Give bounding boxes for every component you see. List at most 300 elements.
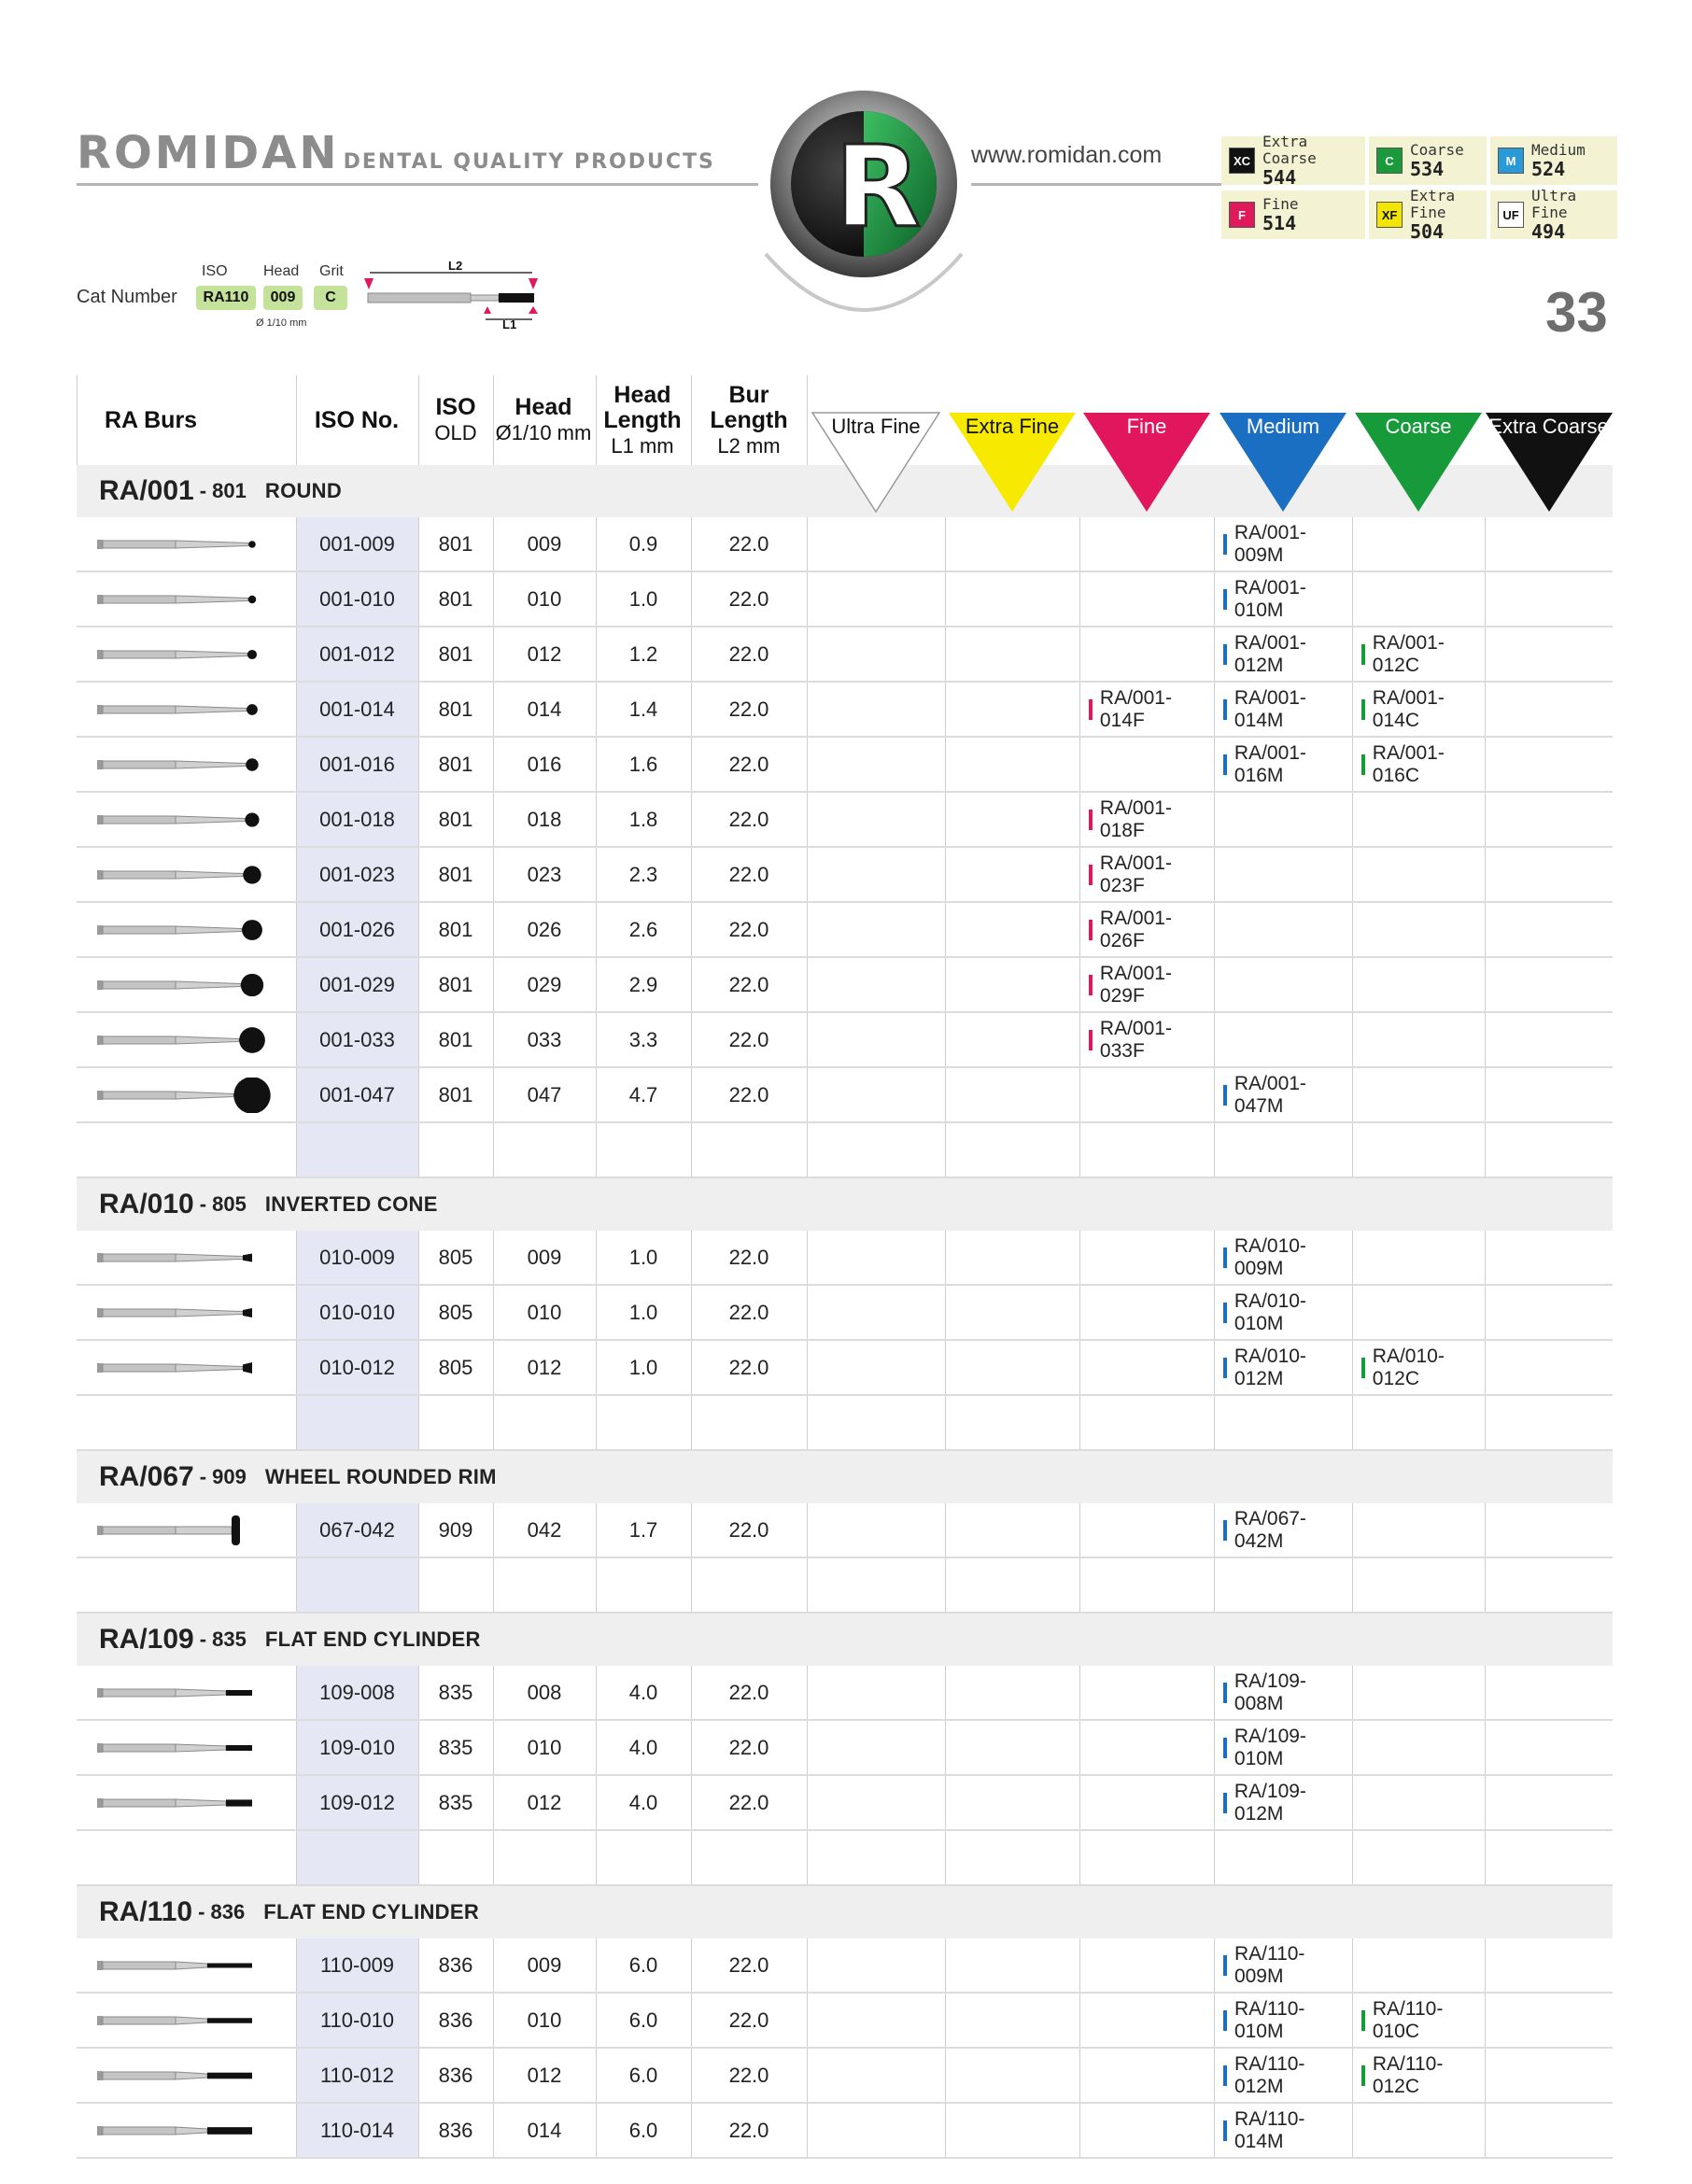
column-divider [1352,958,1353,1011]
iso-number-cell: 001-012 [296,627,418,681]
column-divider [691,1776,692,1829]
column-divider [807,738,808,791]
column-divider [807,2049,808,2102]
section-code: RA/109 [99,1624,194,1655]
grit-marker [1089,810,1093,830]
bur-illustration [95,1675,273,1711]
bur-table [77,375,1613,2159]
table-row [77,683,1613,738]
bur-image-cell [77,1231,296,1284]
head-length-cell: 6.0 [628,2063,658,2087]
cat-number-label: Cat Number [77,287,177,307]
bur-length-cell: 22.0 [728,1517,769,1542]
bur-illustration [95,1078,273,1113]
column-divider [691,572,692,626]
catalog-code-m[interactable] [1214,2104,1352,2157]
bur-illustration [95,1022,273,1058]
catalog-code-c[interactable] [1352,1341,1485,1394]
catalog-code-text: RA/110-010M [1234,1997,1305,2042]
column-divider [296,1123,297,1177]
website-url[interactable]: www.romidan.com [971,142,1163,168]
catalog-code-c[interactable] [1352,683,1485,736]
bur-image-cell [77,903,296,956]
iso-old-cell: 801 [438,586,473,611]
column-divider [1079,572,1080,626]
table-row [77,517,1613,572]
column-divider [691,1666,692,1719]
bur-length-cell: 22.0 [728,972,769,996]
column-divider [691,1013,692,1066]
iso-old-cell: 805 [438,1300,473,1324]
column-divider [1352,1831,1353,1884]
iso-old-cell: 801 [438,697,473,721]
bur-image-cell [77,2049,296,2102]
column-divider [493,627,494,681]
section-header [77,1613,1613,1666]
grit-key-coarse [1369,136,1487,185]
catalog-code-f[interactable] [1079,683,1214,736]
cat-unit-note: Ø 1/10 mm [256,317,307,329]
grit-marker [1223,1358,1227,1378]
grit-marker [1089,975,1093,995]
column-divider [1214,1558,1215,1612]
header-divider [77,375,78,465]
column-divider [493,1286,494,1339]
bur-length-cell: 22.0 [728,1082,769,1106]
bur-illustration [95,1350,273,1386]
catalog-code-text: RA/010-010M [1234,1289,1306,1334]
table-row [77,848,1613,903]
bur-length-cell: 22.0 [728,1300,769,1324]
column-divider [1485,958,1486,1011]
column-divider [1214,1503,1215,1557]
section-iso: - 801 [199,479,247,502]
column-divider [807,1994,808,2047]
column-divider [1352,683,1353,736]
column-divider [296,517,297,571]
catalog-code-f[interactable] [1079,793,1214,846]
iso-number-cell: 001-016 [296,738,418,791]
column-divider [493,1123,494,1177]
iso-old-cell: 835 [438,1735,473,1759]
column-divider [1079,1558,1080,1612]
column-divider [418,1231,419,1284]
head-cell: 009 [527,531,562,556]
iso-number-cell: 109-008 [296,1666,418,1719]
grit-key-fine [1221,190,1365,239]
column-divider [493,1994,494,2047]
table-row [77,738,1613,793]
iso-old-cell: 801 [438,641,473,666]
column-divider [596,1558,597,1612]
column-divider [418,793,419,846]
iso-old-cell: 801 [438,1027,473,1051]
column-divider [1079,1503,1080,1557]
bur-illustration [95,1513,273,1548]
column-divider [296,1831,297,1884]
column-divider [1485,1558,1486,1612]
iso-old-cell: 836 [438,1952,473,1977]
column-divider [1214,1396,1215,1449]
iso-number-cell: 109-012 [296,1776,418,1829]
grit-marker [1223,589,1227,610]
catalog-code-f[interactable] [1079,848,1214,901]
iso-old-cell: 801 [438,917,473,941]
column-divider [807,1938,808,1992]
catalog-code-c[interactable] [1352,627,1485,681]
column-divider [945,958,946,1011]
header-divider [418,375,419,465]
catalog-code-m[interactable] [1214,627,1352,681]
column-divider [1485,683,1486,736]
column-divider [807,1341,808,1394]
catalog-code-m[interactable] [1214,1286,1352,1339]
column-divider [1485,627,1486,681]
bur-illustration [95,527,273,562]
catalog-code-m[interactable] [1214,2049,1352,2102]
catalog-code-m[interactable] [1214,1341,1352,1394]
column-divider [1352,1068,1353,1121]
column-divider [296,1666,297,1719]
head-length-cell: 4.7 [628,1082,658,1106]
column-divider [1214,848,1215,901]
grit-marker [1223,1247,1227,1268]
grit-header-medium [1218,411,1348,520]
catalog-code-c[interactable] [1352,1994,1485,2047]
table-row-blank [77,1558,1613,1613]
grit-header-label: Fine [1126,415,1167,438]
grit-marker [1361,644,1365,665]
grit-marker [1089,865,1093,885]
catalog-code-m[interactable] [1214,517,1352,571]
column-divider [1485,1831,1486,1884]
column-divider [691,903,692,956]
bur-image-cell [77,1721,296,1774]
grit-marker [1089,699,1093,720]
column-divider [1352,517,1353,571]
bur-image-cell [77,572,296,626]
head-length-cell: 6.0 [628,1952,658,1977]
column-divider [807,1013,808,1066]
catalog-code-m[interactable] [1214,1994,1352,2047]
table-row [77,572,1613,627]
iso-number-cell: 010-009 [296,1231,418,1284]
column-divider [1079,1938,1080,1992]
catalog-code-m[interactable] [1214,572,1352,626]
catalog-code-m[interactable] [1214,1068,1352,1121]
section-code: RA/010 [99,1189,194,1219]
iso-number-cell [296,1396,418,1449]
table-row [77,2104,1613,2159]
column-divider [807,1286,808,1339]
column-divider [807,1503,808,1557]
column-divider [596,1013,597,1066]
catalog-code-m[interactable] [1214,1503,1352,1557]
bur-illustration [95,1730,273,1766]
head-cell: 012 [527,1790,562,1814]
head-length-cell: 2.3 [628,862,658,886]
bur-image-cell [77,517,296,571]
grit-key-code: 544 [1262,166,1297,189]
iso-old-cell: 836 [438,2118,473,2142]
bur-image-cell [77,2104,296,2157]
column-divider [1214,1938,1215,1992]
column-divider [945,517,946,571]
column-divider [1214,1231,1215,1284]
column-divider [296,848,297,901]
column-divider [1485,1396,1486,1449]
column-divider [596,1503,597,1557]
catalog-code-f[interactable] [1079,958,1214,1011]
column-divider [1079,1776,1080,1829]
bur-image-cell [77,1068,296,1121]
bur-image-cell [77,1503,296,1557]
column-divider [1485,1503,1486,1557]
column-divider [1352,903,1353,956]
column-divider [296,1396,297,1449]
column-divider [418,683,419,736]
iso-number-cell: 001-029 [296,958,418,1011]
bur-length-cell: 22.0 [728,1355,769,1379]
column-divider [493,1068,494,1121]
iso-number-cell: 001-026 [296,903,418,956]
grit-marker [1361,2010,1365,2031]
section-header [77,1451,1613,1503]
col-head-length: Head Length L1 mm [603,381,682,458]
column-divider [418,1341,419,1394]
column-divider [945,627,946,681]
grit-marker [1361,699,1365,720]
catalog-code-text: RA/067-042M [1234,1507,1306,1552]
column-divider [1214,627,1215,681]
iso-number-cell [296,1123,418,1177]
column-divider [596,1776,597,1829]
catalog-code-text: RA/109-012M [1234,1780,1306,1825]
bur-image-cell [77,1286,296,1339]
column-divider [596,1938,597,1992]
catalog-code-f[interactable] [1079,903,1214,956]
grit-swatch: M [1498,148,1524,174]
column-divider [1352,1776,1353,1829]
grit-swatch: F [1229,202,1255,228]
catalog-code-m[interactable] [1214,738,1352,791]
column-divider [1352,1341,1353,1394]
column-divider [807,1396,808,1449]
catalog-code-text: RA/110-014M [1234,2107,1305,2152]
column-divider [945,793,946,846]
iso-number-cell [296,1558,418,1612]
column-divider [1485,1123,1486,1177]
catalog-code-m[interactable] [1214,1721,1352,1774]
column-divider [1079,2104,1080,2157]
table-row-blank [77,1831,1613,1886]
column-divider [1214,1666,1215,1719]
head-cell: 042 [527,1517,562,1542]
catalog-code-c[interactable] [1352,2049,1485,2102]
section-iso: - 909 [199,1465,247,1488]
head-cell: 026 [527,917,562,941]
catalog-code-f[interactable] [1079,1013,1214,1066]
column-divider [1485,1938,1486,1992]
column-divider [596,1286,597,1339]
column-divider [945,2104,946,2157]
catalog-code-m[interactable] [1214,1938,1352,1992]
column-divider [807,1068,808,1121]
column-divider [691,1558,692,1612]
column-divider [691,1341,692,1394]
column-divider [1079,1831,1080,1884]
bur-image-cell [77,1341,296,1394]
column-divider [807,1776,808,1829]
column-divider [596,903,597,956]
catalog-code-text: RA/001-029F [1099,962,1172,1007]
column-divider [493,517,494,571]
column-divider [945,1286,946,1339]
column-divider [1352,1666,1353,1719]
catalog-code-text: RA/001-012C [1372,631,1445,676]
column-divider [418,1831,419,1884]
bur-length-cell: 22.0 [728,2008,769,2032]
column-divider [691,2049,692,2102]
grit-header-ultra-fine [811,411,941,520]
bur-illustration [95,692,273,727]
section-code: RA/001 [99,475,194,506]
table-row-blank [77,1123,1613,1178]
column-divider [1079,1123,1080,1177]
catalog-code-text: RA/010-012M [1234,1345,1306,1389]
col-ra-burs: RA Burs [105,406,198,433]
column-divider [1214,572,1215,626]
column-divider [945,1994,946,2047]
grit-key-medium [1490,136,1617,185]
column-divider [596,683,597,736]
cat-iso-value: RA110 [196,286,256,310]
column-divider [418,2104,419,2157]
column-divider [418,1013,419,1066]
bur-image-cell [77,1013,296,1066]
column-divider [1485,1721,1486,1774]
catalog-code-text: RA/001-047M [1234,1072,1306,1117]
column-divider [1485,793,1486,846]
head-length-cell: 0.9 [628,531,658,556]
head-length-cell: 6.0 [628,2118,658,2142]
brand-tagline: DENTAL QUALITY PRODUCTS [343,150,715,174]
column-divider [945,683,946,736]
column-divider [691,958,692,1011]
column-divider [296,1776,297,1829]
column-divider [807,1721,808,1774]
grit-marker [1223,1738,1227,1758]
grit-marker [1089,920,1093,940]
column-divider [418,1666,419,1719]
section-iso: - 805 [199,1192,247,1216]
column-divider [418,517,419,571]
column-divider [1079,903,1080,956]
head-cell: 016 [527,752,562,776]
section-code: RA/067 [99,1461,194,1492]
column-divider [296,1558,297,1612]
catalog-code-text: RA/001-014F [1099,686,1172,731]
grit-key-ultra-fine [1490,187,1617,243]
catalog-code-m[interactable] [1214,1776,1352,1829]
bur-image-cell [77,1776,296,1829]
iso-number-cell: 001-033 [296,1013,418,1066]
bur-illustration [95,1785,273,1821]
column-divider [1214,1721,1215,1774]
svg-text:R: R [834,123,922,253]
grit-header-label: Extra Coarse [1488,415,1609,438]
column-divider [493,572,494,626]
column-divider [596,1721,597,1774]
section-name: ROUND [264,479,343,502]
iso-number-cell: 001-018 [296,793,418,846]
bur-length-cell: 22.0 [728,917,769,941]
bur-illustration [95,1295,273,1331]
bur-illustration [95,582,273,617]
grit-marker [1361,1358,1365,1378]
column-divider [493,2104,494,2157]
column-divider [493,1666,494,1719]
grit-marker [1223,1303,1227,1323]
column-divider [493,1558,494,1612]
bur-length-cell: 22.0 [728,807,769,831]
iso-old-cell: 801 [438,752,473,776]
grit-swatch: C [1376,148,1403,174]
catalog-code-m[interactable] [1214,1666,1352,1719]
table-row [77,1776,1613,1831]
column-divider [596,1831,597,1884]
head-length-cell: 2.6 [628,917,658,941]
catalog-code-c[interactable] [1352,738,1485,791]
column-divider [691,1831,692,1884]
bur-image-cell [77,683,296,736]
grit-swatch: XF [1376,202,1403,228]
table-row [77,1994,1613,2049]
column-divider [418,1558,419,1612]
bur-length-cell: 22.0 [728,1952,769,1977]
cat-head-value: 009 [263,286,303,310]
iso-number-cell: 110-009 [296,1938,418,1992]
column-divider [691,793,692,846]
column-divider [418,1396,419,1449]
iso-old-cell: 835 [438,1680,473,1704]
column-divider [1352,738,1353,791]
bur-image-cell [77,1938,296,1992]
catalog-code-m[interactable] [1214,1231,1352,1284]
cat-grit-value: C [314,286,347,310]
iso-number-cell: 010-012 [296,1341,418,1394]
bur-image-cell [77,793,296,846]
column-divider [945,1666,946,1719]
column-divider [1079,793,1080,846]
table-row [77,793,1613,848]
column-divider [296,1994,297,2047]
table-row-blank [77,1396,1613,1451]
column-divider [807,2104,808,2157]
column-divider [418,627,419,681]
head-cell: 033 [527,1027,562,1051]
column-divider [691,1938,692,1992]
head-length-cell: 4.0 [628,1680,658,1704]
catalog-code-m[interactable] [1214,683,1352,736]
column-divider [296,1068,297,1121]
column-divider [418,1503,419,1557]
svg-text:L2: L2 [448,261,463,273]
column-divider [596,1994,597,2047]
column-divider [691,848,692,901]
grit-key-name: Extra Coarse [1262,133,1317,167]
catalog-code-text: RA/001-014M [1234,686,1306,731]
